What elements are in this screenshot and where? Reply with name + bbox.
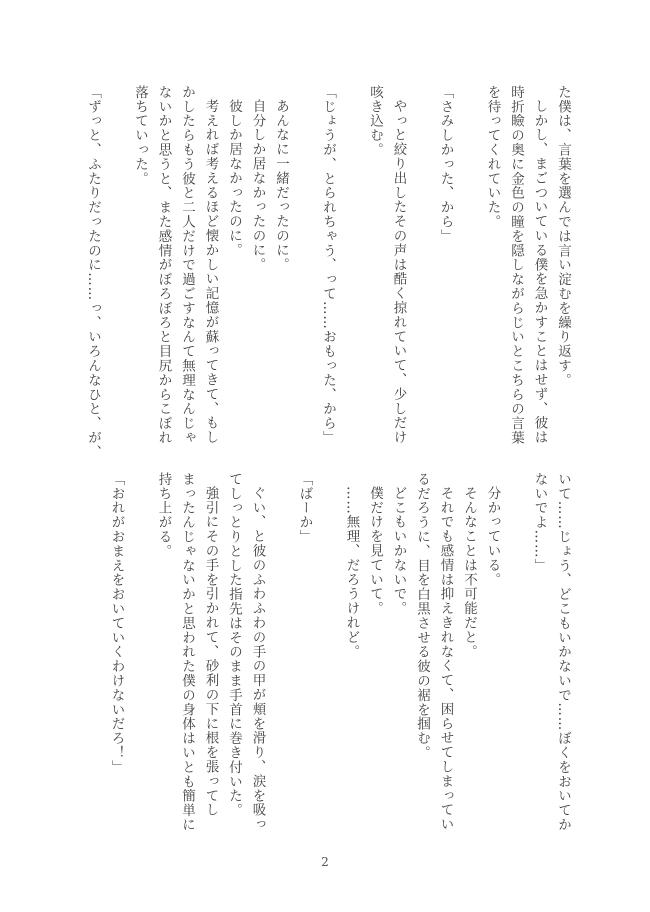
text-line: ないでよ……」 [531,472,548,573]
text-line: どこもいかないで。 [390,486,407,616]
text-line: まったんじゃないかと思われた僕の身体はいとも簡単に [179,472,195,832]
blank-line [410,85,434,451]
blank-line [316,472,340,838]
blank-line [504,472,528,838]
text-line: かしたらもう彼と二人だけで過ごすなんて無理なんじゃ [179,85,195,445]
blank-line [457,85,481,451]
text-line: 強引にその手を引かれて、砂利の下に根を張ってし [202,486,219,818]
text-block-bottom [104,472,574,838]
text-line: 「ばーか」 [296,472,313,544]
text-line: ぐい、と彼のふわふわの手の甲が頬を滑り、涙を吸っ [249,486,266,832]
text-line: しかし、まごついている僕を急かすことはせず、彼は [531,99,548,445]
blank-line [339,85,363,451]
text-line: 自分しか居なかったのに。 [249,99,266,273]
page-number: 2 [321,855,329,869]
text-line: てしっとりとした指先はそのまま手首に巻き付いた。 [226,472,242,818]
blank-line [104,85,128,451]
blank-line [269,472,293,838]
text-line: 落ちていった。 [132,85,148,186]
blank-line [128,472,152,838]
blank-line [292,85,316,451]
text-line: を待ってくれていた。 [484,85,501,229]
text-line: 分かっている。 [484,486,501,588]
text-line: そんなことは不可能だと。 [461,486,477,660]
text-line: るだろうに、目を白黒させる彼の裾を掴む。 [414,472,430,760]
text-line: 「おれがおまえをおいていくわけないだろ！」 [108,472,125,775]
text-line: 「じょうが、とられちゃう、って……おもった、から」 [320,85,336,445]
text-line: それでも感情は抑えきれなくて、困らせてしまってい [437,486,454,832]
text-line: 考えれば考えるほど懐かしい記憶が蘇ってきて、もし [202,99,219,445]
text-line: 持ち上がる。 [155,472,172,559]
text-block-top [81,85,575,460]
text-line: 彼しか居なかったのに。 [226,99,242,258]
text-line: 咳き込む。 [367,85,383,157]
text-line: ないかと思うと、また感情がぼろぼろと目尻からこぼれ [155,85,172,445]
text-line: 時折瞼の奥に金色の瞳を隠しながらじいとこちらの言葉 [508,85,524,445]
text-line: 「さみしかった、から」 [437,85,454,244]
text-line: あんなに一緒だったのに。 [273,99,289,273]
text-line: ……無理、だろうけれど。 [343,486,360,660]
text-line: いて……じょう、どこもいかないで……ぼくをおいてか [555,472,571,832]
text-line: やっと絞り出したその声は酷く掠れていて、少しだけ [390,99,407,445]
text-line: 僕だけを見ていて。 [367,486,383,616]
text-line: た僕は、言葉を選んでは言い淀むを繰り返す。 [555,85,571,388]
text-line: 「ずっと、ふたりだったのに……っ、いろんなひと、が、 [85,85,101,460]
